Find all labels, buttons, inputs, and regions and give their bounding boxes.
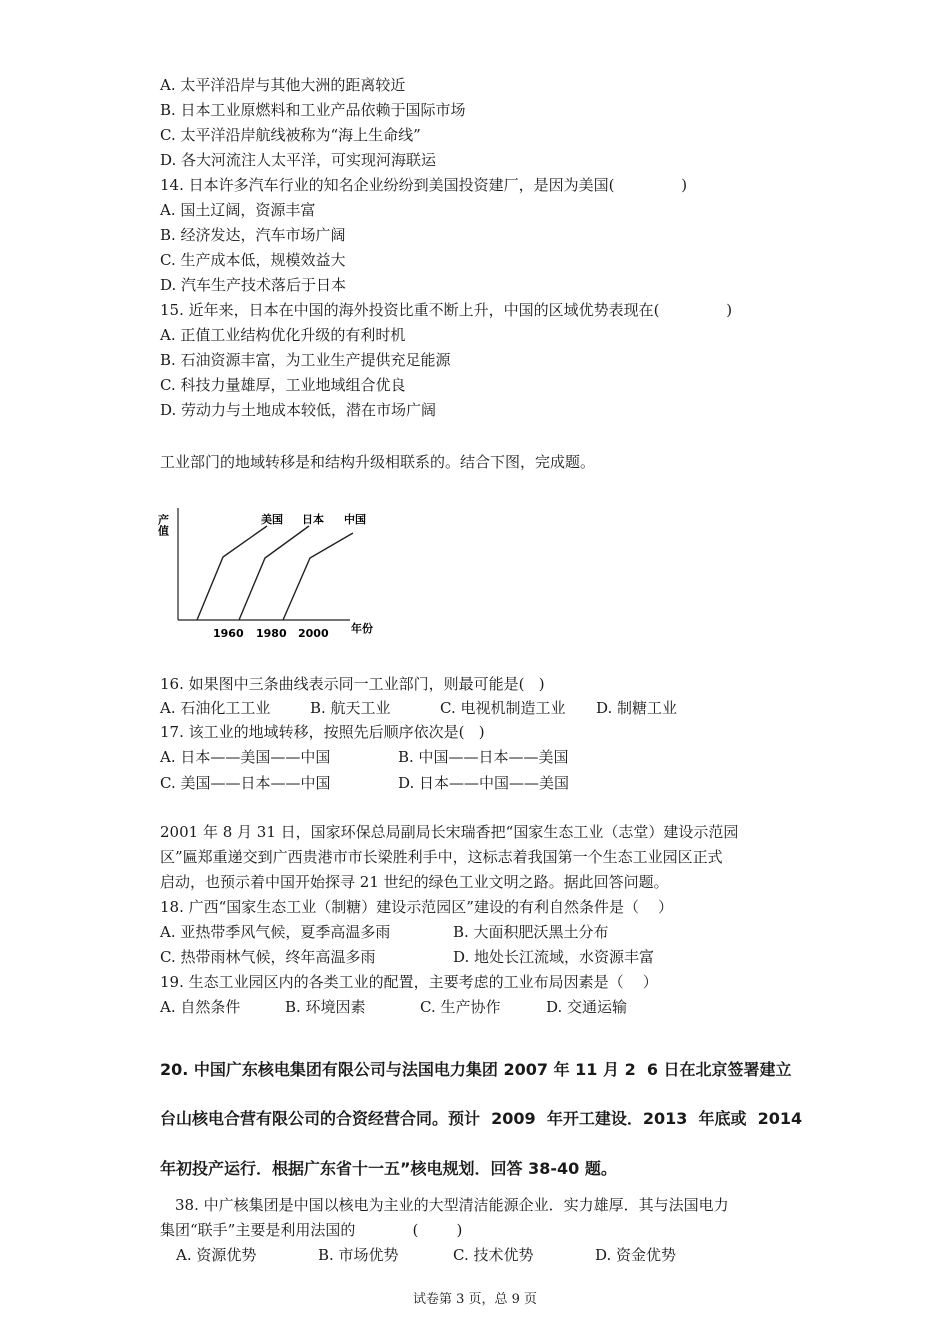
q19-option-d: D. 交通运输 xyxy=(546,998,628,1016)
q17-option-b: B. 中国——日本——美国 xyxy=(398,748,569,766)
q19-option-a: A. 自然条件 xyxy=(160,998,241,1016)
industry-transfer-chart xyxy=(155,500,395,645)
q17-option-c: C. 美国——日本——中国 xyxy=(160,774,331,792)
question-38-line-2: 集团“联手”主要是利用法国的 ( ) xyxy=(160,1221,463,1239)
x-tick-1960: 1960 xyxy=(213,627,244,640)
question-19: 19. 生态工业园区内的各类工业的配置，主要考虑的工业布局因素是（ ） xyxy=(160,973,658,991)
question-14: 14. 日本许多汽车行业的知名企业纷纷到美国投资建厂，是因为美国( ) xyxy=(160,176,688,194)
x-axis-label: 年份 xyxy=(351,622,373,635)
q13-option-a: A. 太平洋沿岸与其他大洲的距离较近 xyxy=(160,76,406,94)
q38-option-c: C. 技术优势 xyxy=(453,1246,534,1264)
q19-option-b: B. 环境因素 xyxy=(285,998,366,1016)
series-label-japan: 日本 xyxy=(302,513,324,526)
passage-line-2: 区”匾郑重递交到广西贵港市市长梁胜利手中，这标志着我国第一个生态工业园区正式 xyxy=(160,848,723,866)
q14-option-d: D. 汽车生产技术落后于日本 xyxy=(160,276,347,294)
series-label-china: 中国 xyxy=(344,513,366,526)
q38-option-a: A. 资源优势 xyxy=(176,1246,257,1264)
question-17: 17. 该工业的地域转移，按照先后顺序依次是( ) xyxy=(160,723,485,741)
question-20-line-2: 台山核电合营有限公司的合资经营合同。预计 2009 年开工建设．2013 年底或 2014 xyxy=(160,1109,803,1128)
passage-line-3: 启动，也预示着中国开始探寻 21 世纪的绿色工业文明之路。据此回答问题。 xyxy=(160,873,669,891)
q16-option-c: C. 电视机制造工业 xyxy=(440,699,566,717)
series-label-usa: 美国 xyxy=(261,513,283,526)
q19-option-c: C. 生产协作 xyxy=(420,998,501,1016)
q14-option-a: A. 国土辽阔，资源丰富 xyxy=(160,201,316,219)
question-16: 16. 如果图中三条曲线表示同一工业部门，则最可能是( ) xyxy=(160,675,545,693)
q38-option-d: D. 资金优势 xyxy=(595,1246,677,1264)
x-tick-2000: 2000 xyxy=(298,627,329,640)
q13-option-b: B. 日本工业原燃料和工业产品依赖于国际市场 xyxy=(160,101,466,119)
question-20-line-3: 年初投产运行．根据广东省十一五”核电规划．回答 38-40 题。 xyxy=(160,1159,617,1178)
page-footer: 试卷第 3 页，总 9 页 xyxy=(412,1292,538,1307)
q15-option-b: B. 石油资源丰富，为工业生产提供充足能源 xyxy=(160,351,451,369)
q16-option-d: D. 制糖工业 xyxy=(596,699,678,717)
q38-option-b: B. 市场优势 xyxy=(318,1246,399,1264)
y-axis-label: 产值 xyxy=(156,514,170,536)
x-tick-1980: 1980 xyxy=(256,627,287,640)
series-line-usa xyxy=(197,526,267,620)
q15-option-d: D. 劳动力与土地成本较低，潜在市场广阔 xyxy=(160,401,437,419)
series-line-china xyxy=(283,533,353,620)
q13-option-d: D. 各大河流注人太平洋，可实现河海联运 xyxy=(160,151,437,169)
q14-option-b: B. 经济发达，汽车市场广阔 xyxy=(160,226,346,244)
q18-option-d: D. 地处长江流域，水资源丰富 xyxy=(453,948,655,966)
q15-option-c: C. 科技力量雄厚，工业地域组合优良 xyxy=(160,376,406,394)
question-38-line-1: 38. 中广核集团是中国以核电为主业的大型清洁能源企业．实力雄厚．其与法国电力 xyxy=(175,1196,729,1214)
chart-intro: 工业部门的地域转移是和结构升级相联系的。结合下图，完成题。 xyxy=(160,453,596,471)
q18-option-b: B. 大面积肥沃黑土分布 xyxy=(453,923,609,941)
series-line-japan xyxy=(239,526,309,620)
q16-option-a: A. 石油化工工业 xyxy=(160,699,271,717)
q18-option-a: A. 亚热带季风气候，夏季高温多雨 xyxy=(160,923,391,941)
q13-option-c: C. 太平洋沿岸航线被称为“海上生命线” xyxy=(160,126,421,144)
q17-option-a: A. 日本——美国——中国 xyxy=(160,748,331,766)
q16-option-b: B. 航天工业 xyxy=(310,699,391,717)
q14-option-c: C. 生产成本低，规模效益大 xyxy=(160,251,346,269)
q17-option-d: D. 日本——中国——美国 xyxy=(398,774,570,792)
q15-option-a: A. 正值工业结构优化升级的有利时机 xyxy=(160,326,406,344)
question-15: 15. 近年来，日本在中国的海外投资比重不断上升，中国的区域优势表现在( ) xyxy=(160,301,733,319)
question-18: 18. 广西“国家生态工业（制糖）建设示范园区”建设的有利自然条件是（ ） xyxy=(160,898,674,916)
passage-line-1: 2001 年 8 月 31 日，国家环保总局副局长宋瑞香把“国家生态工业（志堂）建设示范园 xyxy=(160,823,739,841)
q18-option-c: C. 热带雨林气候，终年高温多雨 xyxy=(160,948,376,966)
question-20-line-1: 20. 中国广东核电集团有限公司与法国电力集团 2007 年 11 月 2 6 日在北京签署建立 xyxy=(160,1060,792,1079)
